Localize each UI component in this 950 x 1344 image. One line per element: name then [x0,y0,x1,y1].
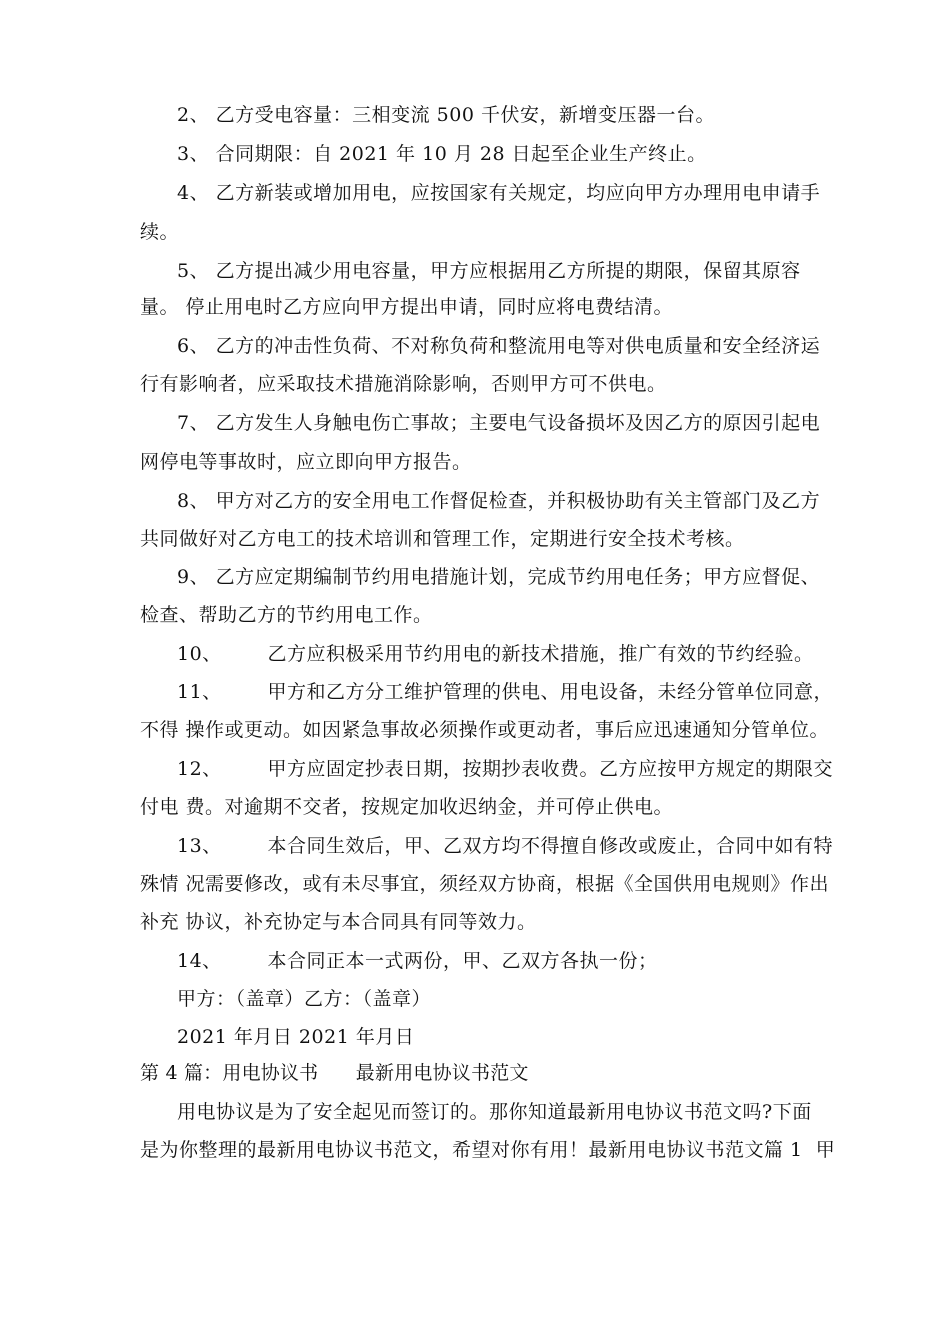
clause-3-line-1: 3、 合同期限：自 2021 年 10 月 28 日起至企业生产终止。 [177,143,707,165]
clause-6-line-1: 6、 乙方的冲击性负荷、不对称负荷和整流用电等对供电质量和安全经济运 [177,335,821,357]
clause-12-line-2: 付电 费。对逾期不交者，按规定加收迟纳金，并可停止供电。 [140,796,674,818]
clause-6-line-2: 行有影响者，应采取技术措施消除影响，否则甲方可不供电。 [140,373,667,395]
clause-13-line-3: 补充 协议，补充协定与本合同具有同等效力。 [140,911,537,933]
clause-11-line-2: 不得 操作或更动。如因紧急事故必须操作或更动者，事后应迅速通知分管单位。 [140,719,830,741]
intro-line-2: 是为你整理的最新用电协议书范文，希望对你有用！最新用电协议书范文篇 1 甲 [140,1139,836,1161]
clause-5-line-1: 5、 乙方提出减少用电容量，甲方应根据用乙方所提的期限，保留其原容 [177,260,801,282]
clause-7-line-1: 7、 乙方发生人身触电伤亡事故；主要电气设备损坏及因乙方的原因引起电 [177,412,821,434]
clause-10-line-1: 10、 乙方应积极采用节约用电的新技术措施，推广有效的节约经验。 [177,643,814,665]
clause-2-line-1: 2、 乙方受电容量：三相变流 500 千伏安，新增变压器一台。 [177,104,715,126]
clause-5-line-2: 量。 停止用电时乙方应向甲方提出申请，同时应将电费结清。 [140,296,674,318]
clause-12-line-1: 12、 甲方应固定抄表日期，按期抄表收费。乙方应按甲方规定的期限交 [177,758,833,780]
clause-13-line-2: 殊情 况需要修改，或有未尽事宜，须经双方协商，根据《全国供用电规则》作出 [140,873,830,895]
clause-8-line-2: 共同做好对乙方电工的技术培训和管理工作，定期进行安全技术考核。 [140,528,745,550]
clause-8-line-1: 8、 甲方对乙方的安全用电工作督促检查，并积极协助有关主管部门及乙方 [177,490,821,512]
clause-9-line-2: 检查、帮助乙方的节约用电工作。 [140,604,433,626]
intro-line-1: 用电协议是为了安全起见而签订的。那你知道最新用电协议书范文吗?下面 [177,1101,812,1123]
clause-9-line-1: 9、 乙方应定期编制节约用电措施计划，完成节约用电任务；甲方应督促、 [177,566,821,588]
clause-11-line-1: 11、 甲方和乙方分工维护管理的供电、用电设备，未经分管单位同意， [177,681,833,703]
clause-7-line-2: 网停电等事故时，应立即向甲方报告。 [140,451,472,473]
clause-14-line-1: 14、 本合同正本一式两份，甲、乙双方各执一份； [177,950,658,972]
clause-13-line-1: 13、 本合同生效后，甲、乙双方均不得擅自修改或废止，合同中如有特 [177,835,833,857]
clause-4-line-2: 续。 [140,221,180,243]
signature-parties: 甲方：（盖章）乙方：（盖章） [177,988,432,1010]
section-heading: 第 4 篇：用电协议书 最新用电协议书范文 [140,1062,529,1084]
clause-4-line-1: 4、 乙方新装或增加用电，应按国家有关规定，均应向甲方办理用电申请手 [177,182,821,204]
signature-dates: 2021 年月日 2021 年月日 [177,1026,415,1048]
